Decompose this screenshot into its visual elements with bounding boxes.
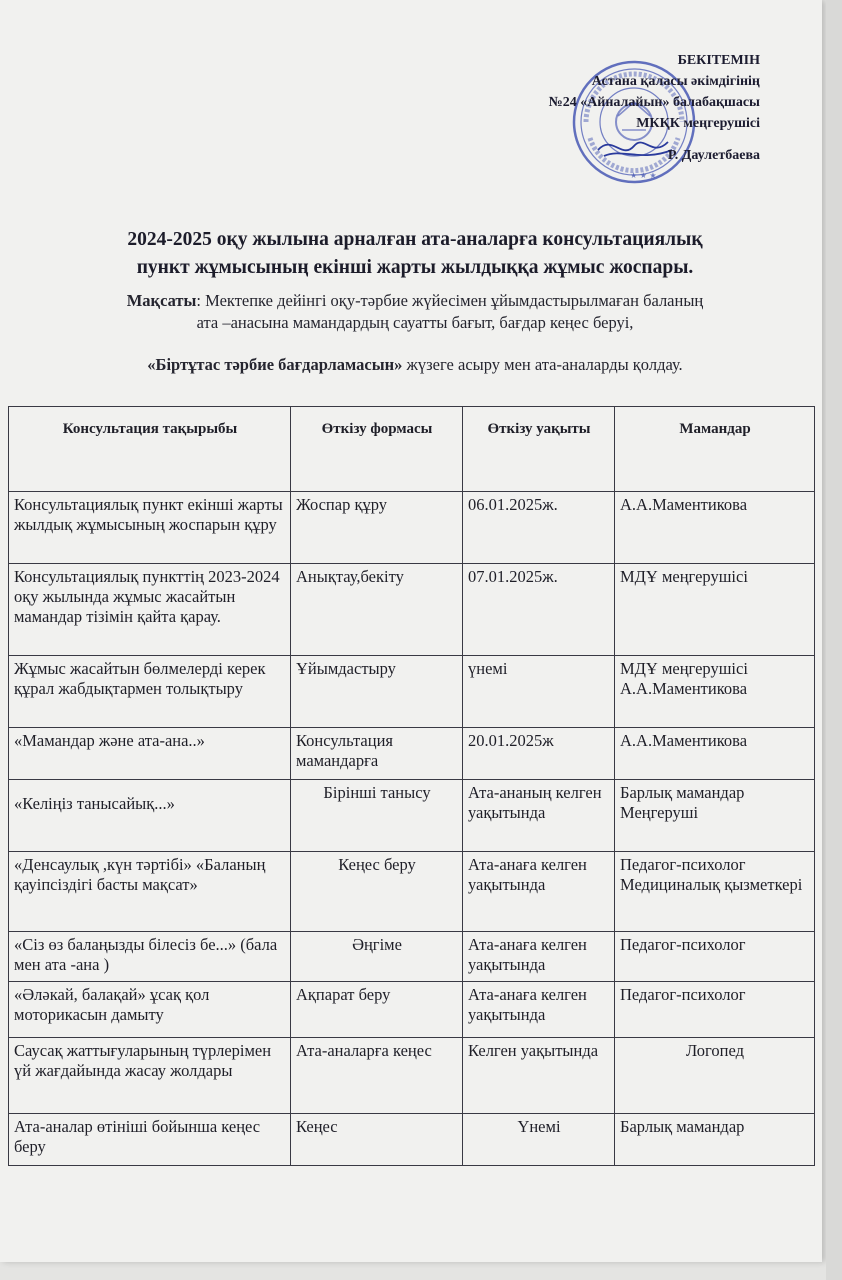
table-row [9,982,815,1038]
cell-topic: Консультациялық пункт екінші жарты жылдық жұмысының жоспарын құру [9,492,291,564]
table-row [9,656,815,728]
page-edge-shadow [826,0,842,1280]
cell-topic: Консультациялық пункттің 2023-2024 оқу жылында жұмыс жасайтын мамандар тізімін қайта қарау. [9,564,291,656]
title-line: 2024-2025 оқу жылына арналған ата-аналарға консультациялық [127,229,703,250]
cell-form: Жоспар құру [291,492,463,564]
cell-specialists: Педагог-психолог [615,932,815,982]
cell-specialists: Барлық мамандар [615,1114,815,1166]
cell-topic: «Келіңіз танысайық...» [9,780,291,852]
cell-time: 20.01.2025ж [463,728,615,780]
cell-specialists: Педагог-психолог [615,982,815,1038]
cell-form: Кеңес беру [291,852,463,932]
cell-time: Ата-анаға келген уақытында [463,852,615,932]
cell-form: Ұйымдастыру [291,656,463,728]
cell-time: Ата-анаға келген уақытында [463,982,615,1038]
cell-time: Үнемі [463,1114,615,1166]
header-topic: Консультация тақырыбы [9,407,291,492]
cell-specialists: МДҰ меңгерушісі А.А.Маментикова [615,656,815,728]
cell-specialists: А.А.Маментикова [615,492,815,564]
cell-time: Келген уақытында [463,1038,615,1114]
header-specialists: Мамандар [615,407,815,492]
title-line: пункт жұмысының екінші жарты жылдыққа жұмыс жоспары. [136,257,694,278]
cell-topic: «Әләкай, балақай» ұсақ қол моторикасын дамыту [9,982,291,1038]
table-row [9,780,815,852]
cell-time: 06.01.2025ж. [463,492,615,564]
table-row [9,492,815,564]
cell-form: Анықтау,бекіту [291,564,463,656]
approval-signature-name: Р. Даулетбаева [667,148,760,163]
goal-paragraph-2 [40,354,790,376]
cell-form: Консультация мамандарға [291,728,463,780]
cell-form: Ата-аналарға кеңес [291,1038,463,1114]
cell-time: үнемі [463,656,615,728]
cell-specialists: Педагог-психолог Медициналық қызметкері [615,852,815,932]
approval-heading: БЕКІТЕМІН [677,53,760,68]
cell-time: Ата-анаға келген уақытында [463,932,615,982]
table-row [9,932,815,982]
cell-specialists: МДҰ меңгерушісі [615,564,815,656]
cell-specialists: Барлық мамандар Меңгеруші [615,780,815,852]
cell-topic: «Мамандар және ата-ана..» [9,728,291,780]
document-title [40,226,790,282]
cell-topic: Саусақ жаттығуларының түрлерімен үй жағдайында жасау жолдары [9,1038,291,1114]
program-name: «Біртұтас тәрбие бағдарламасын» [147,355,403,374]
approval-line: №24 «Айналайын» балабақшасы [548,95,760,110]
cell-topic: Ата-аналар өтініші бойынша кеңес беру [9,1114,291,1166]
table-row [9,564,815,656]
cell-specialists: Логопед [615,1038,815,1114]
svg-text:★ ★ ★: ★ ★ ★ [630,171,657,180]
table-row [9,1114,815,1166]
cell-form: Ақпарат беру [291,982,463,1038]
goal-paragraph [40,290,790,334]
plan-table [8,406,815,1166]
goal-text: ата –анасына мамандардың сауатты бағыт, бағдар кеңес беруі, [196,313,634,332]
cell-topic: Жұмыс жасайтын бөлмелерді керек құрал жабдықтармен толықтыру [9,656,291,728]
table-row [9,1038,815,1114]
cell-form: Әңгіме [291,932,463,982]
cell-form: Кеңес [291,1114,463,1166]
cell-topic: «Сіз өз балаңызды білесіз бе...» (бала мен ата -ана ) [9,932,291,982]
goal-text: : Мектепке дейінгі оқу-тәрбие жүйесімен ұйымдастырылмаған баланың [196,291,704,310]
cell-time: 07.01.2025ж. [463,564,615,656]
header-form: Өткізу формасы [291,407,463,492]
approval-block [549,50,760,166]
cell-specialists: А.А.Маментикова [615,728,815,780]
approval-line: МКҚК меңгерушісі [636,116,760,131]
table-row [9,728,815,780]
cell-topic: «Денсаулық ,күн тәртібі» «Баланың қауіпсіздігі басты мақсат» [9,852,291,932]
cell-time: Ата-ананың келген уақытында [463,780,615,852]
cell-form: Бірінші танысу [291,780,463,852]
table-header-row [9,407,815,492]
goal-text: жүзеге асыру мен ата-аналарды қолдау. [402,355,683,374]
table-row [9,852,815,932]
goal-label: Мақсаты [126,291,197,310]
approval-line: Астана қаласы әкімдігінің [591,74,760,89]
header-time: Өткізу уақыты [463,407,615,492]
